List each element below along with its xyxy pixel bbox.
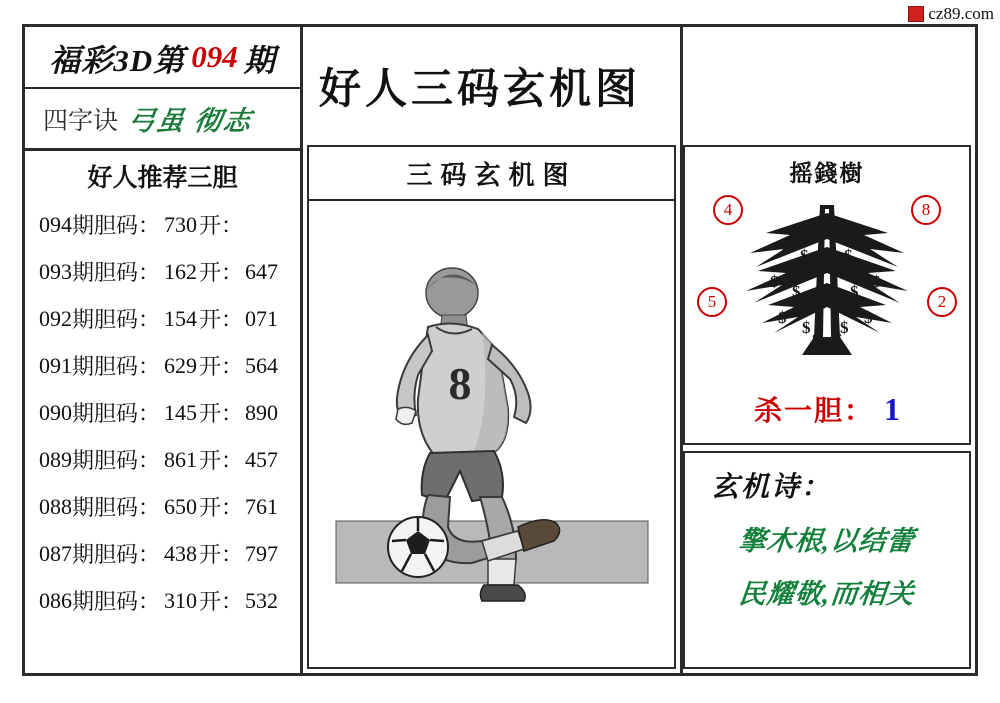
row-issue: 087 [39, 540, 72, 566]
row-open: 647 [245, 258, 279, 284]
kill-one-label: 杀一胆： [753, 396, 874, 427]
chart-subtitle: 三码玄机图 [309, 147, 674, 201]
svg-text:$: $ [800, 246, 809, 265]
row-open: 532 [245, 587, 279, 613]
row-dan-label: 期胆码： [72, 260, 161, 285]
left-column [25, 27, 303, 673]
row-dan: 154 [164, 305, 198, 331]
row-issue: 088 [39, 493, 72, 519]
svg-text:$: $ [864, 308, 873, 327]
row-dan: 861 [164, 446, 198, 472]
poem-line-2: 民耀敬,而相关 [737, 579, 917, 609]
svg-text:$: $ [872, 272, 881, 291]
row-open: 890 [245, 399, 279, 425]
row-dan-label: 期胆码： [72, 589, 161, 614]
issue-prefix: 福彩3D第 [49, 42, 186, 78]
slogan-label: 四字诀 [43, 107, 119, 135]
row-issue: 090 [39, 399, 72, 425]
issue-header [25, 27, 300, 89]
middle-column [303, 27, 683, 673]
row-dan: 162 [164, 258, 198, 284]
svg-text:$: $ [778, 308, 787, 327]
jersey-number: 8 [448, 358, 471, 409]
row-issue: 092 [39, 305, 72, 331]
row-open-label: 开： [199, 542, 244, 567]
table-row [39, 295, 286, 342]
table-row [39, 577, 286, 624]
row-open: 564 [245, 352, 279, 378]
corner-number-top-left: 4 [713, 195, 743, 225]
row-open-label: 开： [199, 307, 244, 332]
money-tree-panel [683, 145, 971, 445]
row-open: 761 [245, 493, 279, 519]
recommendation-title: 好人推荐三胆 [87, 165, 238, 192]
slogan-calligraphy: 弓虽 彻志 [125, 106, 255, 136]
soccer-player-illustration [332, 259, 652, 609]
watermark [908, 4, 994, 24]
row-dan-label: 期胆码： [72, 354, 161, 379]
money-tree-icon [712, 187, 942, 377]
row-open-label: 开： [199, 354, 244, 379]
money-tree-graphic-wrap [685, 187, 969, 377]
svg-text:$: $ [844, 246, 853, 265]
watermark-square-icon [908, 6, 924, 22]
right-spacer [683, 27, 975, 145]
corner-number-top-right: 8 [911, 195, 941, 225]
table-row [39, 436, 286, 483]
history-list [25, 201, 300, 673]
row-open-label: 开： [199, 589, 244, 614]
row-open-label: 开： [199, 260, 244, 285]
row-issue: 086 [39, 587, 72, 613]
kill-one-value: 1 [884, 390, 900, 427]
kill-one-row [685, 389, 969, 429]
svg-text:$: $ [840, 318, 849, 337]
table-row [39, 389, 286, 436]
row-issue: 093 [39, 258, 72, 284]
svg-text:$: $ [792, 282, 801, 301]
watermark-text: cz89.com [928, 4, 994, 23]
row-dan-label: 期胆码： [72, 307, 161, 332]
poem-panel [683, 451, 971, 669]
row-open: 457 [245, 446, 279, 472]
row-dan-label: 期胆码： [72, 495, 161, 520]
row-open-label: 开： [199, 495, 244, 520]
svg-text:$: $ [782, 236, 791, 255]
chart-panel [307, 145, 676, 669]
row-issue: 089 [39, 446, 72, 472]
slogan-row [25, 89, 300, 151]
svg-text:$: $ [834, 330, 843, 349]
row-open-label: 开： [199, 213, 244, 238]
row-dan: 310 [164, 587, 198, 613]
row-dan-label: 期胆码： [72, 401, 161, 426]
row-dan: 438 [164, 540, 198, 566]
money-tree-title: 摇錢樹 [789, 161, 865, 186]
svg-text:$: $ [802, 318, 811, 337]
right-column [683, 27, 975, 673]
corner-number-bottom-left: 5 [697, 287, 727, 317]
table-row [39, 248, 286, 295]
issue-suffix: 期 [243, 42, 276, 78]
row-dan-label: 期胆码： [72, 448, 161, 473]
table-row [39, 201, 286, 248]
row-dan: 650 [164, 493, 198, 519]
issue-number: 094 [191, 39, 238, 74]
corner-number-bottom-right: 2 [927, 287, 957, 317]
svg-text:$: $ [770, 272, 779, 291]
page-title: 好人三码玄机图 [319, 67, 642, 113]
table-row [39, 342, 286, 389]
row-open: 797 [245, 540, 279, 566]
row-open-label: 开： [199, 401, 244, 426]
illustration-area [309, 201, 674, 667]
row-dan: 145 [164, 399, 198, 425]
table-row [39, 530, 286, 577]
row-issue: 091 [39, 352, 72, 378]
row-dan-label: 期胆码： [72, 213, 161, 238]
poster-frame [22, 24, 978, 676]
row-dan: 730 [164, 211, 198, 237]
row-dan-label: 期胆码： [72, 542, 161, 567]
row-open: 071 [245, 305, 279, 331]
table-row [39, 483, 286, 530]
row-dan: 629 [164, 352, 198, 378]
row-open-label: 开： [199, 448, 244, 473]
row-issue: 094 [39, 211, 72, 237]
svg-text:$: $ [812, 330, 821, 349]
poem-title: 玄机诗： [711, 472, 832, 503]
poem-line-1: 擎木根,以结蕾 [737, 526, 917, 556]
svg-text:$: $ [860, 236, 869, 255]
svg-text:$: $ [850, 282, 859, 301]
